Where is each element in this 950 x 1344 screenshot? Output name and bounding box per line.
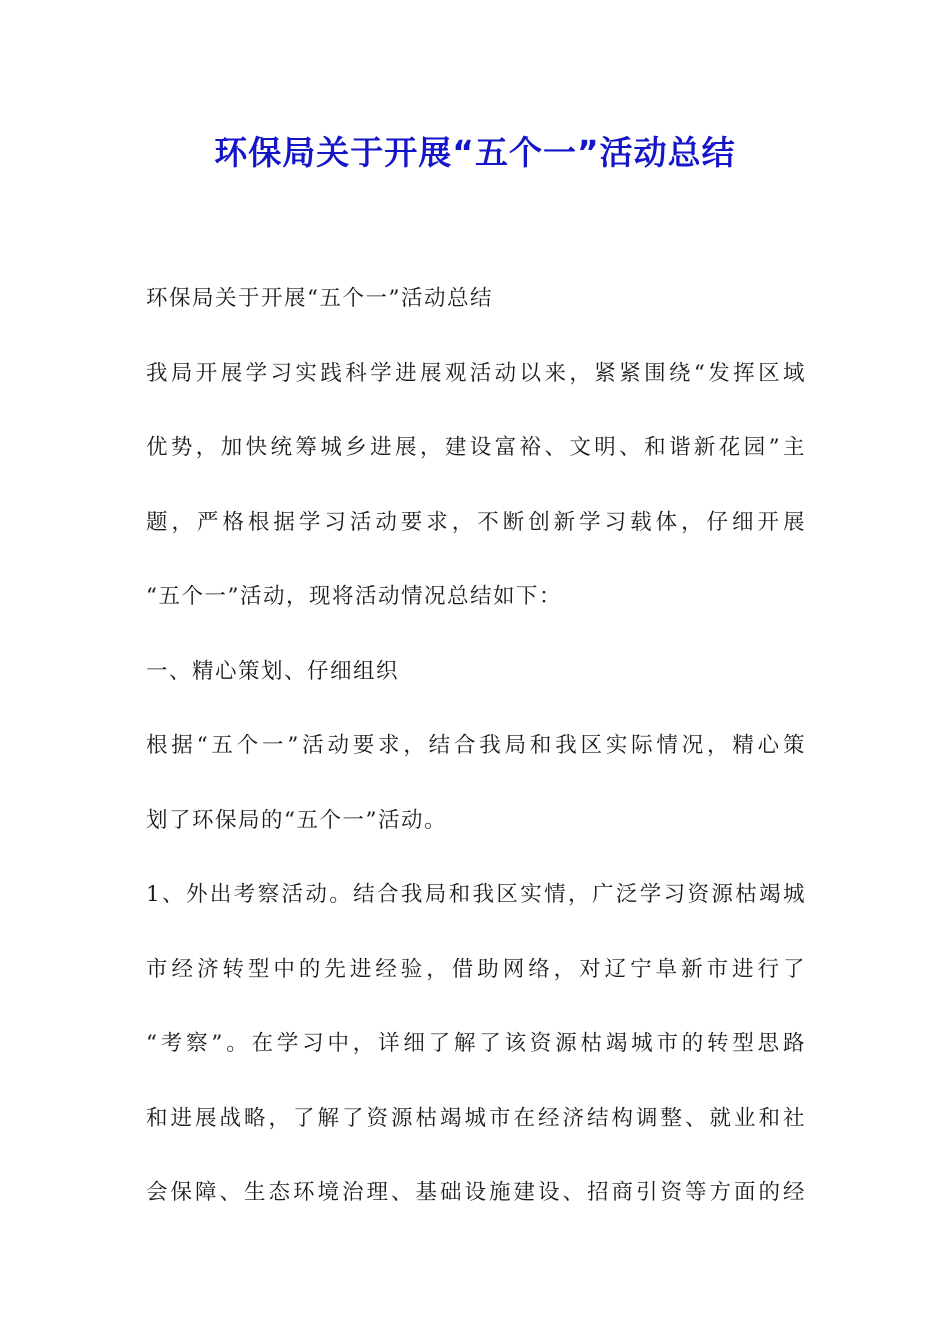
body-line: 和进展战略，了解了资源枯竭城市在经济结构调整、就业和社 (146, 1105, 806, 1131)
body-line: 1、外出考察活动。结合我局和我区实情，广泛学习资源枯竭城 (146, 882, 806, 907)
body-line: “考察”。在学习中，详细了解了该资源枯竭城市的转型思路 (146, 1031, 806, 1056)
section-heading: 一、精心策划、仔细组织 (146, 658, 400, 684)
body-line: 我局开展学习实践科学进展观活动以来，紧紧围绕“发挥区域 (146, 360, 806, 386)
body-line: 根据“五个一”活动要求，结合我局和我区实际情况，精心策 (146, 733, 806, 758)
body-line: 环保局关于开展“五个一”活动总结 (146, 286, 493, 311)
body-line: 会保障、生态环境治理、基础设施建设、招商引资等方面的经 (146, 1180, 806, 1205)
body-line: 市经济转型中的先进经验，借助网络，对辽宁阜新市进行了 (146, 956, 806, 982)
body-line: 划了环保局的“五个一”活动。 (146, 807, 447, 833)
document-body (146, 262, 806, 1231)
body-line: 题，严格根据学习活动要求，不断创新学习载体，仔细开展 (146, 509, 806, 535)
body-line: “五个一”活动，现将活动情况总结如下： (146, 584, 562, 609)
body-line: 优势，加快统筹城乡进展，建设富裕、文明、和谐新花园”主 (146, 435, 806, 460)
document-title: 环保局关于开展“五个一”活动总结 (214, 133, 736, 172)
